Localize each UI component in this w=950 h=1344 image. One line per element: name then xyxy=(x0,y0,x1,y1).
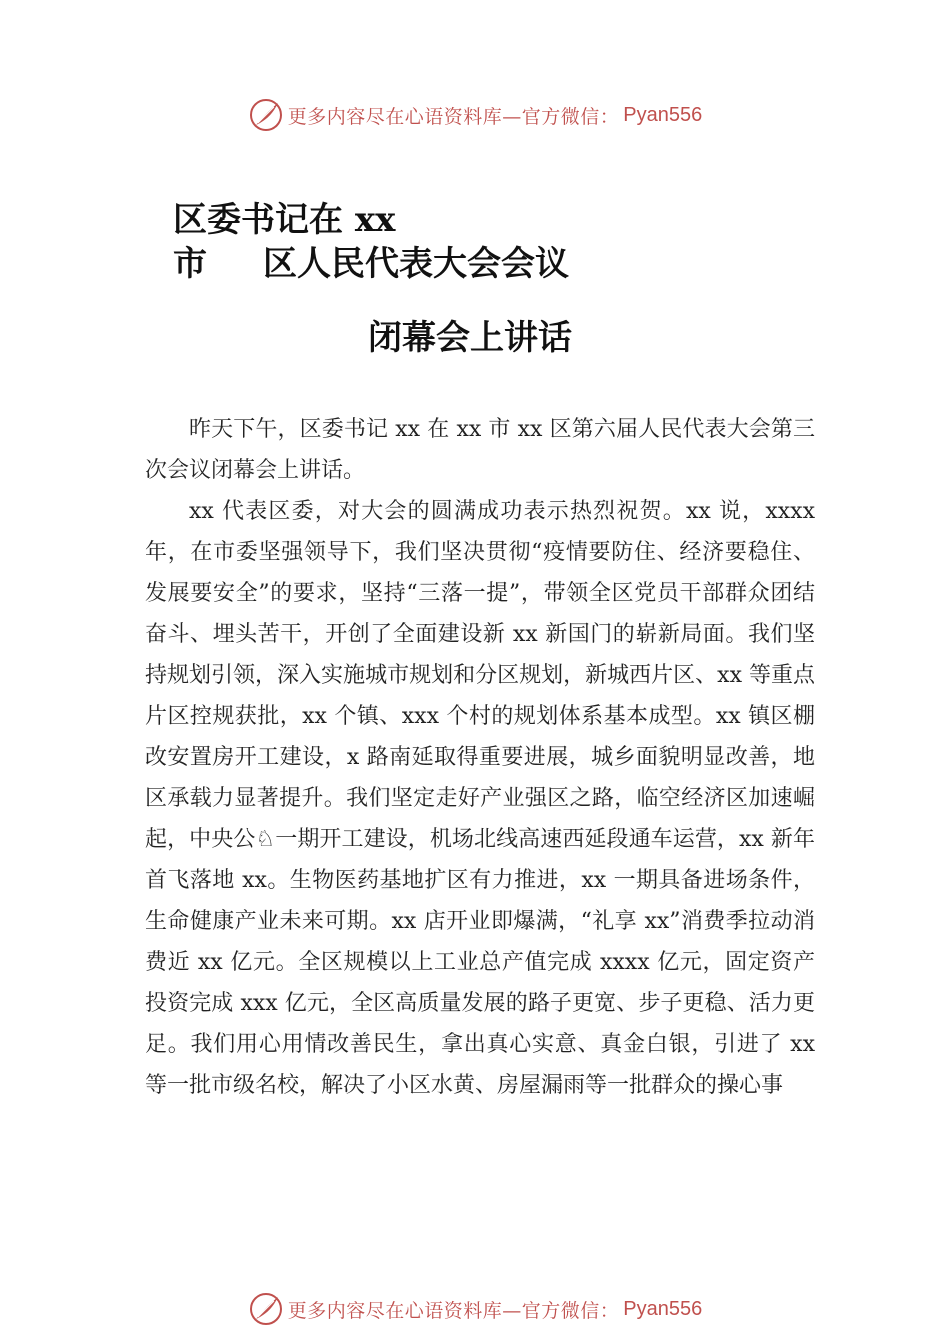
header-banner xyxy=(0,93,950,137)
wechat-id: Pyan556 xyxy=(623,1297,703,1320)
paragraph-2: xx 代表区委，对大会的圆满成功表示热烈祝贺。xx 说，xxxx 年，在市委坚强领导下，我们坚决贯彻“疫情要防住、经济要稳住、发展要安全”的要求，坚持“三落一提”，带领全区党员干部群众团结奋斗、埋头苦干，开创了全面建设新 xx 新国门的崭新局面。我们坚持规划引领，深入实施城市规划和分区规划，新城西片区、xx 等重点片区控规获批，xx 个镇、xxx 个村的规划体系基本成型。xx 镇区棚改安置房开工建设，x 路南延取得重要进展，城乡面貌明显改善，地区承载力显著提升。我们坚定走好产业强区之路，临空经济区加速崛起，中央公♘一期开工建设，机场北线高速西延段通车运营，xx 新年首飞落地 xx。生物医药基地扩区有力推进，xx 一期具备进场条件，生命健康产业未来可期。xx 店开业即爆满，“礼享 xx”消费季拉动消费近 xx 亿元。全区规模以上工业总产值完成 xxxx 亿元，固定资产投资完成 xxx 亿元，全区高质量发展的路子更宽、步子更稳、活力更足。我们用心用情改善民生，拿出真心实意、真金白银，引进了 xx 等一批市级名校，解决了小区水黄、房屋漏雨等一批群众的操心事 xyxy=(145,499,815,1098)
banner-text: 更多内容尽在心语资料库—官方微信： xyxy=(287,1299,620,1322)
title-line-3: 闭幕会上讲话 xyxy=(368,318,572,358)
feather-logo-icon xyxy=(248,97,284,133)
wechat-id: Pyan556 xyxy=(623,103,703,126)
title-line-2: 区人民代表大会会议 xyxy=(263,244,569,284)
title-line-2-prefix: 市 xyxy=(173,244,207,284)
paragraph-1: 昨天下午，区委书记 xx 在 xx 市 xx 区第六届人民代表大会第三次会议闭幕会上讲话。 xyxy=(145,417,815,483)
footer-banner xyxy=(0,1287,950,1331)
article-body xyxy=(145,409,815,1106)
banner-text: 更多内容尽在心语资料库—官方微信： xyxy=(287,105,620,128)
feather-logo-icon xyxy=(248,1291,284,1327)
title-line-1: 区委书记在 xx xyxy=(173,200,396,240)
